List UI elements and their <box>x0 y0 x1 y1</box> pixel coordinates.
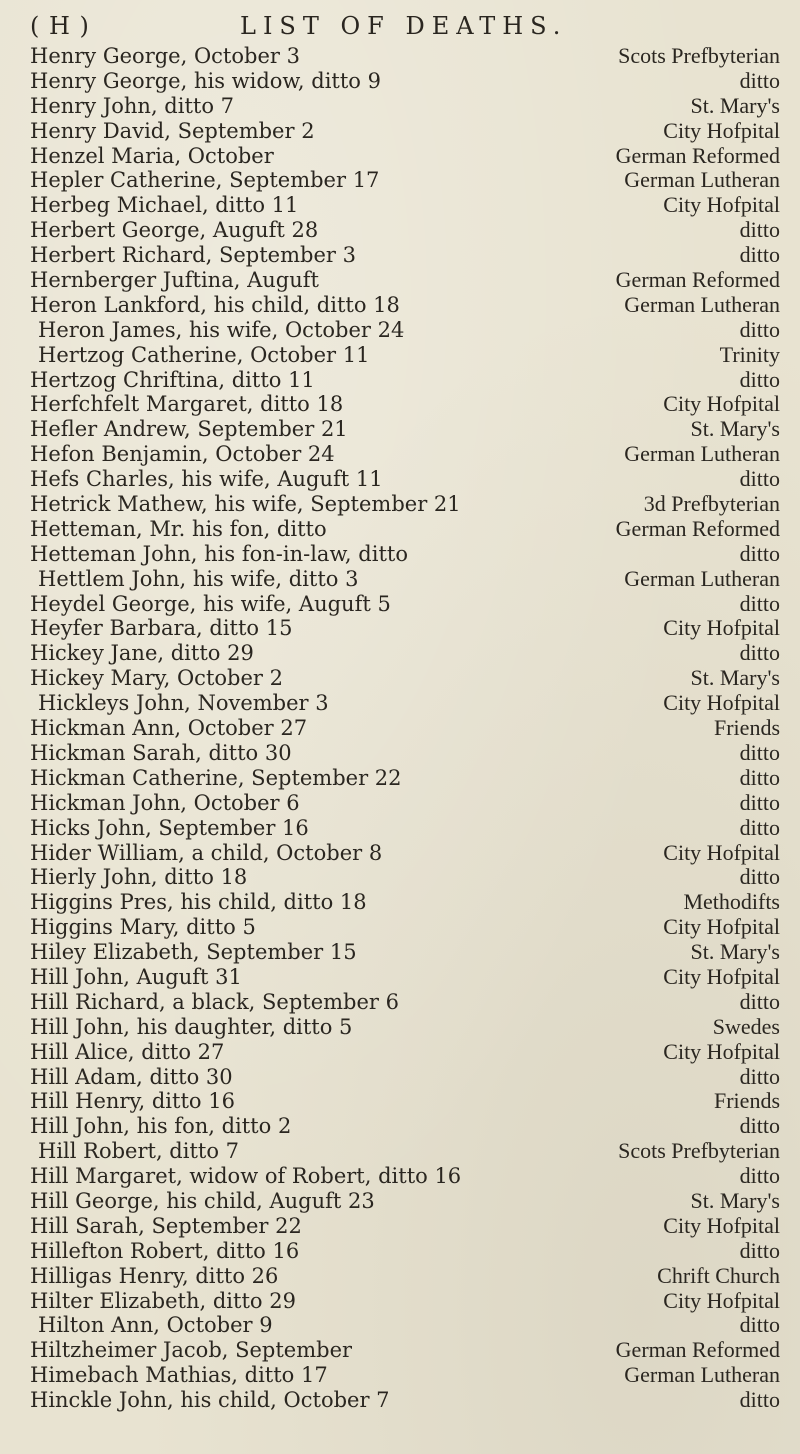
list-item <box>30 44 780 69</box>
entry-church: ditto <box>739 590 780 616</box>
list-item <box>30 791 780 816</box>
entry-church: ditto <box>739 217 780 243</box>
entry-church: German Reformed <box>615 1337 780 1363</box>
entry-church: ditto <box>739 1387 780 1413</box>
list-item <box>30 666 780 691</box>
entry-church: St. Mary's <box>690 1187 780 1213</box>
entry-church: Scots Prefbyterian <box>618 43 780 68</box>
entry-name: Hertzog Chriftina, ditto 11 <box>30 367 315 392</box>
entry-name: Hill John, his daughter, ditto 5 <box>30 1014 353 1039</box>
entry-church: City Hofpital <box>663 914 780 940</box>
list-item <box>30 1214 780 1239</box>
list-item <box>30 168 780 193</box>
entry-name: Hill Margaret, widow of Robert, ditto 16 <box>30 1164 462 1189</box>
entry-name: Henry David, September 2 <box>30 118 315 143</box>
entry-name: Herfchfelt Margaret, ditto 18 <box>30 392 344 417</box>
entry-name: Hertzog Catherine, October 11 <box>38 342 370 367</box>
entry-name: Heron Lankford, his child, ditto 18 <box>30 292 400 317</box>
list-item <box>30 343 780 368</box>
list-item <box>30 1164 780 1189</box>
entry-church: ditto <box>739 316 780 342</box>
entry-name: Hill Robert, ditto 7 <box>38 1139 240 1164</box>
entry-name: Herbert George, Auguft 28 <box>30 218 319 243</box>
entry-name: Hilter Elizabeth, ditto 29 <box>30 1288 296 1313</box>
entry-church: German Lutheran <box>624 565 780 591</box>
entry-name: Herbert Richard, September 3 <box>30 243 356 268</box>
list-item <box>30 1239 780 1264</box>
entry-church: City Hofpital <box>663 1038 780 1064</box>
entry-name: Hill Richard, a black, September 6 <box>30 989 399 1014</box>
entry-name: Hill John, his fon, ditto 2 <box>30 1114 292 1139</box>
entry-church: ditto <box>739 366 780 392</box>
entry-church: ditto <box>739 864 780 890</box>
list-item <box>30 467 780 492</box>
list-item <box>30 318 780 343</box>
list-item <box>30 1089 780 1114</box>
list-item <box>30 567 780 592</box>
list-item <box>30 417 780 442</box>
entry-name: Henry George, his widow, ditto 9 <box>30 68 381 93</box>
entry-church: ditto <box>739 814 780 840</box>
entry-name: Hickman John, October 6 <box>30 790 300 815</box>
page-header <box>30 8 770 44</box>
entry-church: ditto <box>739 1063 780 1089</box>
entry-name: Hill Henry, ditto 16 <box>30 1089 235 1114</box>
entry-name: Heron James, his wife, October 24 <box>38 317 405 342</box>
list-item <box>30 1264 780 1289</box>
entry-church: ditto <box>739 739 780 765</box>
entry-church: City Hofpital <box>663 1212 780 1238</box>
list-item <box>30 368 780 393</box>
entry-church: Friends <box>714 1088 780 1114</box>
entry-name: Hilligas Henry, ditto 26 <box>30 1263 279 1288</box>
entry-church: City Hofpital <box>663 1287 780 1313</box>
entry-name: Higgins Mary, ditto 5 <box>30 915 256 940</box>
entry-name: Hill John, Auguft 31 <box>30 964 242 989</box>
entry-church: 3d Prefbyterian <box>643 491 780 517</box>
entry-name: Hill George, his child, Auguft 23 <box>30 1188 375 1213</box>
entry-name: Hickman Ann, October 27 <box>30 716 308 741</box>
entry-church: ditto <box>739 1163 780 1189</box>
entry-church: St. Mary's <box>690 92 780 118</box>
entry-church: German Lutheran <box>624 291 780 317</box>
entry-church: ditto <box>739 67 780 93</box>
entry-church: ditto <box>739 1237 780 1263</box>
entry-church: German Lutheran <box>624 441 780 467</box>
entry-name: Heyfer Barbara, ditto 15 <box>30 616 293 641</box>
entry-name: Hider William, a child, October 8 <box>30 840 383 865</box>
entry-name: Himebach Mathias, ditto 17 <box>30 1363 328 1388</box>
list-item <box>30 243 780 268</box>
list-item <box>30 865 780 890</box>
list-item <box>30 641 780 666</box>
page-title: LIST OF DEATHS. <box>240 12 568 40</box>
entry-church: ditto <box>739 1113 780 1139</box>
entry-name: Hill Adam, ditto 30 <box>30 1064 233 1089</box>
entry-church: ditto <box>739 764 780 790</box>
list-item <box>30 841 780 866</box>
list-item <box>30 1189 780 1214</box>
entry-name: Hernberger Juftina, Auguft <box>30 268 319 293</box>
list-item <box>30 1313 780 1338</box>
list-item <box>30 1015 780 1040</box>
entry-name: Henzel Maria, October <box>30 143 274 168</box>
list-item <box>30 517 780 542</box>
entry-name: Hetteman, Mr. his fon, ditto <box>30 516 327 541</box>
entry-name: Herbeg Michael, ditto 11 <box>30 193 299 218</box>
entry-church: ditto <box>739 1312 780 1338</box>
entry-name: Henry George, October 3 <box>30 44 300 68</box>
list-item <box>30 616 780 641</box>
entry-name: Hettlem John, his wife, ditto 3 <box>38 566 359 591</box>
entry-name: Hetrick Mathew, his wife, September 21 <box>30 492 461 517</box>
list-item <box>30 716 780 741</box>
list-item <box>30 1114 780 1139</box>
entry-name: Hilton Ann, October 9 <box>38 1313 273 1338</box>
entry-church: German Lutheran <box>624 167 780 193</box>
entry-name: Hicks John, September 16 <box>30 815 309 840</box>
list-item <box>30 915 780 940</box>
entry-church: ditto <box>739 540 780 566</box>
list-item <box>30 940 780 965</box>
entry-name: Hepler Catherine, September 17 <box>30 168 380 193</box>
entry-church: City Hofpital <box>663 615 780 641</box>
entry-church: St. Mary's <box>690 416 780 442</box>
entry-name: Hill Alice, ditto 27 <box>30 1039 225 1064</box>
list-item <box>30 1388 780 1413</box>
list-item <box>30 1338 780 1363</box>
entry-church: City Hofpital <box>663 690 780 716</box>
entry-name: Hickman Catherine, September 22 <box>30 765 402 790</box>
entry-church: City Hofpital <box>663 963 780 989</box>
list-item <box>30 293 780 318</box>
entry-name: Hinckle John, his child, October 7 <box>30 1388 390 1413</box>
entry-name: Hefs Charles, his wife, Auguft 11 <box>30 467 383 492</box>
list-item <box>30 890 780 915</box>
list-item <box>30 268 780 293</box>
entry-name: Hiltzheimer Jacob, September <box>30 1338 353 1363</box>
entry-church: Trinity <box>719 341 780 367</box>
list-item <box>30 965 780 990</box>
entry-name: Henry John, ditto 7 <box>30 93 235 118</box>
list-item <box>30 144 780 169</box>
entry-name: Hickey Jane, ditto 29 <box>30 641 254 666</box>
list-item <box>30 741 780 766</box>
entry-church: St. Mary's <box>690 939 780 965</box>
entry-name: Hefler Andrew, September 21 <box>30 417 348 442</box>
entry-church: City Hofpital <box>663 839 780 865</box>
entry-church: ditto <box>739 988 780 1014</box>
list-item <box>30 1363 780 1388</box>
entry-church: German Reformed <box>615 142 780 168</box>
entry-name: Hierly John, ditto 18 <box>30 865 248 890</box>
entry-church: German Reformed <box>615 515 780 541</box>
entry-church: German Reformed <box>615 267 780 293</box>
entry-name: Hiley Elizabeth, September 15 <box>30 940 357 965</box>
entry-name: Hickey Mary, October 2 <box>30 666 283 691</box>
entry-name: Hickleys John, November 3 <box>38 691 329 716</box>
list-item <box>30 816 780 841</box>
list-item <box>30 392 780 417</box>
list-item <box>30 218 780 243</box>
list-item <box>30 592 780 617</box>
list-item <box>30 1065 780 1090</box>
entry-church: German Lutheran <box>624 1362 780 1388</box>
page-signature: ( H ) <box>30 12 90 40</box>
list-item <box>30 990 780 1015</box>
entry-church: City Hofpital <box>663 117 780 143</box>
entry-church: City Hofpital <box>663 192 780 218</box>
entry-name: Hill Sarah, September 22 <box>30 1213 302 1238</box>
entry-church: Swedes <box>712 1013 780 1039</box>
list-item <box>30 1139 780 1164</box>
list-item <box>30 1040 780 1065</box>
list-item <box>30 766 780 791</box>
death-list <box>30 44 780 1413</box>
list-item <box>30 442 780 467</box>
list-item <box>30 69 780 94</box>
entry-name: Hickman Sarah, ditto 30 <box>30 740 292 765</box>
list-item <box>30 1289 780 1314</box>
entry-church: Chrift Church <box>657 1262 780 1288</box>
entry-church: ditto <box>739 242 780 268</box>
entry-church: Methodifts <box>683 889 780 915</box>
list-item <box>30 542 780 567</box>
list-item <box>30 94 780 119</box>
entry-church: Friends <box>714 715 780 741</box>
list-item <box>30 691 780 716</box>
entry-church: Scots Prefbyterian <box>618 1138 780 1164</box>
entry-church: ditto <box>739 640 780 666</box>
list-item <box>30 119 780 144</box>
entry-church: ditto <box>739 466 780 492</box>
entry-name: Hefon Benjamin, October 24 <box>30 442 335 467</box>
entry-church: ditto <box>739 789 780 815</box>
list-item <box>30 492 780 517</box>
entry-name: Higgins Pres, his child, ditto 18 <box>30 890 367 915</box>
entry-church: St. Mary's <box>690 665 780 691</box>
entry-name: Hillefton Robert, ditto 16 <box>30 1238 300 1263</box>
entry-name: Heydel George, his wife, Auguft 5 <box>30 591 391 616</box>
list-item <box>30 193 780 218</box>
entry-name: Hetteman John, his fon-in-law, ditto <box>30 541 408 566</box>
entry-church: City Hofpital <box>663 391 780 417</box>
